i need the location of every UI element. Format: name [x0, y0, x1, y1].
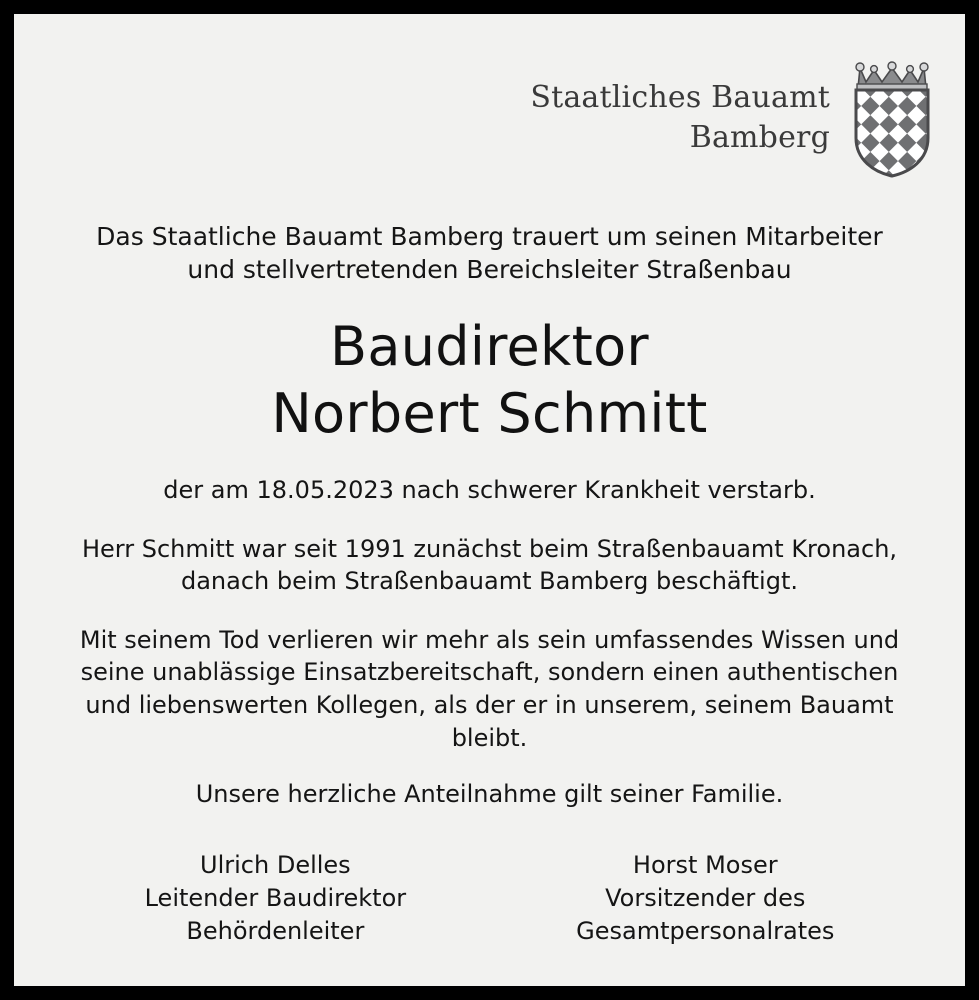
deceased-name-block — [271, 314, 707, 448]
signatures — [42, 849, 937, 948]
signatory-role-line-1: Leitender Baudirektor — [144, 884, 407, 913]
bavarian-coat-of-arms-icon — [852, 60, 932, 180]
condolence-paragraph: Unsere herzliche Anteilnahme gilt seiner Familie. — [195, 780, 784, 809]
signatory-name: Horst Moser — [632, 850, 778, 879]
tribute-paragraph: Mit seinem Tod verlieren wir mehr als sein umfassendes Wissen und seine unablässige Einsatzbereitschaft, sondern einen authentischen und liebenswerten Kollegen, als der er in unserem, seinem Bauamt bleibt. — [79, 625, 900, 752]
signatory-role-line-2: Behördenleiter — [186, 917, 365, 946]
signatory — [576, 849, 834, 948]
authority-line-1: Staatliches Bauamt — [530, 80, 830, 115]
signatory-role-line-1: Vorsitzender des — [605, 884, 806, 913]
intro-line-1: Das Staatliche Bauamt Bamberg trauert um seinen Mitarbeiter — [96, 222, 883, 251]
intro-line-2: und stellvertretenden Bereichsleiter Straßenbau — [187, 255, 792, 284]
notice-inner — [14, 14, 965, 986]
deceased-name: Norbert Schmitt — [271, 381, 708, 445]
death-date-line: der am 18.05.2023 nach schwerer Krankheit verstarb. — [163, 475, 816, 504]
intro-text — [96, 220, 883, 286]
signatory-name: Ulrich Delles — [200, 850, 351, 879]
signatory — [145, 849, 407, 948]
notice-header — [37, 60, 942, 180]
authority-line-2: Bamberg — [689, 119, 830, 155]
career-paragraph: Herr Schmitt war seit 1991 zunächst beim Straßenbauamt Kronach, danach beim Straßenbauamt Bamberg beschäftigt. — [81, 534, 898, 596]
signatory-role-line-2: Gesamtpersonalrates — [576, 917, 835, 946]
deceased-title: Baudirektor — [330, 315, 649, 378]
authority-name — [530, 60, 830, 157]
